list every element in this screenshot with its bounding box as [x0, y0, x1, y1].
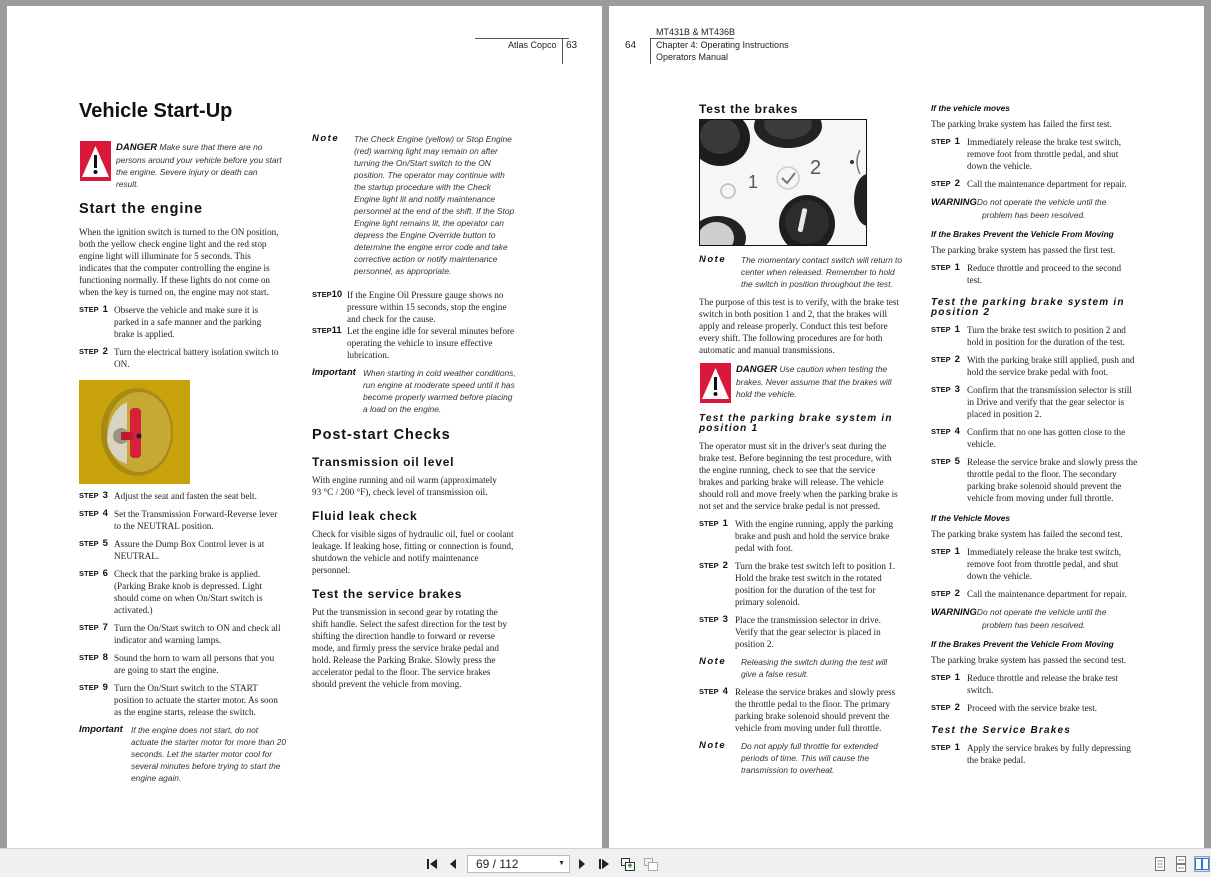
first-page-icon: [424, 856, 440, 872]
first-page-button[interactable]: [424, 856, 440, 872]
last-page-button[interactable]: [596, 856, 612, 872]
prevent2-text: The parking brake system has passed the second test.: [931, 655, 1127, 665]
section-heading: Start the engine: [79, 201, 203, 217]
prev-page-icon: [445, 856, 461, 872]
moves2-text: The parking brake system has failed the second test.: [931, 529, 1123, 539]
continuous-view-button[interactable]: [1173, 856, 1189, 872]
next-view-button[interactable]: [643, 856, 659, 872]
single-page-view-button[interactable]: [1152, 856, 1168, 872]
header-brand: Atlas Copco: [508, 40, 557, 50]
two-page-view-icon: [1195, 857, 1209, 871]
chevron-down-icon[interactable]: ▼: [558, 860, 565, 867]
minor-heading: If the Brakes Prevent the Vehicle From Moving: [931, 639, 1114, 649]
minor-heading: If the Brakes Prevent the Vehicle From Moving: [931, 229, 1114, 239]
danger-label: DANGER: [116, 142, 158, 153]
danger-icon: [700, 363, 731, 403]
section-heading: Post-start Checks: [312, 427, 451, 443]
last-page-icon: [596, 856, 612, 872]
page-title: Vehicle Start-Up: [79, 100, 233, 122]
subsection-heading: Test the Service Brakes: [931, 725, 1072, 736]
two-page-view-button[interactable]: [1194, 856, 1210, 872]
warning-callout: WARNINGDo not operate the vehicle until the problem has been resolved.: [931, 197, 1107, 220]
minor-heading: If the vehicle moves: [931, 103, 1010, 113]
moves1-text: The parking brake system has failed the first test.: [931, 119, 1112, 129]
header-manual: Operators Manual: [656, 52, 729, 62]
previous-view-icon: [620, 856, 636, 872]
fluid-leak-text: Check for visible signs of hydraulic oil, fuel or coolant leakage. If leaking hose, fitting or connection is found, shutdown the vehicle and notify maintenance personnel.: [312, 529, 514, 575]
header-divider: [562, 38, 563, 64]
header-divider: [650, 38, 651, 64]
header-chapter: Chapter 4: Operating Instructions: [656, 40, 789, 50]
continuous-view-icon: [1173, 856, 1189, 872]
section-heading: Test the brakes: [699, 102, 799, 116]
single-page-view-icon: [1152, 856, 1168, 872]
service-brakes-text: Put the transmission in second gear by rotating the shift handle. Select the safest direction for the test by shifting the direction handle to forward or reverse mode, and firmly press the service brake pedal and hold. Release the Parking Brake. Slowly press the accelerator pedal to the floor. The service brakes should prevent the vehicle from moving.: [312, 607, 507, 689]
subsection-heading: Test the parking brake system in position 2: [931, 297, 1125, 318]
test-brakes-intro: The purpose of this test is to verify, with the brake test switch in both position 1 and 2, that the brakes will apply and release properly. Conduct this test before every shift. The following procedures are for both automatic and manual transmissions.: [699, 297, 899, 355]
page-63: Atlas Copco 63 Vehicle Start-Up DANGER Make sure that there are no persons around your vehicle before you start the engine. Severe injury or death can result. Start the engine When the ignition switch is turned to the ON position, both the yellow check engine light and the red stop engine light will illuminate for 5 seconds. This indicates that the computer controlling the engine is functioning normally. If these lights do not come on when the key is turned on, the engine may not start. STEP 1 Observe the vehicle and make sure it is parked in a safe manner and the parking brake is applied. STEP 2 Turn the electrical battery isolation switch to ON. STEP 3 Adjust the seat and fasten the seat belt. STEP 4 Set the Transmission Forward-Reverse lever to the NEUTRAL position. STEP 5 Assure the Dump Box Control lever is at NEUTRAL. STEP 6 Check that the parking brake is applied. (Parking Brake knob is depressed. Light should come on when On/Start switch is activated.) STEP 7 Turn the On/Start switch to ON and check all indicator and warning lamps. STEP 8 Sound the horn to warn all persons that you are going to start the engine. STEP 9 Turn the On/Start switch to the START position to actuate the starter motor. As soon as the engine starts, release the switch. Important If the engine does not start, do not actuate the starter motor for more than 20 seconds. Let the starter motor cool for several minutes before trying to start the engine again. Note The Check Engine (yellow) or Stop Engine (red) warning light may remain on after turning the On/Start switch to the ON position. The operator may continue with the startup procedure with the Check Engine light lit and notify maintenance personnel at the end of the shift. If the Stop Engine light remains lit, the operator can depress the Engine Override button to determine the engine error code and take corrective action or notify maintenance personnel, as appropriate. STEP10 If the Engine Oil Pressure gauge shows no pressure within 15 seconds, stop the engine and check for the cause. STEP11 Let the engine idle for several minutes before operating the vehicle to insure effective lubrication. Important When starting in cold weather conditions, run engine at moderate speed until it has become properly warmed before placing a load on the engine. Post-start Checks Transmission oil level With engine running and oil warm (approximately 93 °C / 200 °F), check level of transmission oil. Fluid leak check Check for visible signs of hydraulic oil, fuel or coolant leakage. If leaking hose, fitting or connection is found, shutdown the vehicle and notify maintenance personnel. Test the service brakes Put the transmission in second gear by rotating the shift handle. Select the safest direction for the test by shifting the direction handle to forward or reverse mode, and firmly press the service brake pedal and hold. Release the Parking Brake. Slowly press the accelerator pedal to the floor. The service brakes should prevent the vehicle from moving.: [7, 6, 602, 848]
page-64: MT431B & MT436B 64 Chapter 4: Operating Instructions Operators Manual Test the brakes 1 2 Note The momentary contact switch will return to center when released. Remember to hold the switch in position throughout the test. The purpose of this test is to verify, with the brake test switch in both position 1 and 2, that the brakes will apply and release properly. Conduct this test before every shift. The following procedures are for both automatic and manual transmissions. DANGER Use caution when testing the brakes. Never assume that the brakes will hold the vehicle. Test the parking brake system in position 1 The operator must sit in the driver's seat during the brake test. Before beginning the test procedure, with the engine running, check to see that the service brakes and parking brake will release. The vehicle should roll and move freely when the parking brake is not set and the service brake pedal is not pressed. STEP 1 With the engine running, apply the parking brake and push and hold the service brake pedal with foot. STEP 2 Turn the brake test switch left to position 1. Hold the brake test switch in the rotated position for the duration of the test for primary solenoid. STEP 3 Place the transmission selector in drive. Verify that the gear selector is placed in position 2. Note Releasing the switch during the test will give a false result. STEP 4 Release the service brakes and slowly press the throttle pedal to the floor. The primary parking brake solenoid should prevent the vehicle from moving under full throttle. Note Do not apply full throttle for extended periods of time. This will cause the transmission to overheat. If the vehicle moves The parking brake system has failed the first test. STEP 1 Immediately release the brake test switch, remove foot from throttle pedal, and shut down the vehicle. STEP 2 Call the maintenance department for repair. WARNINGDo not operate the vehicle until the problem has been resolved. If the Brakes Prevent the Vehicle From Moving The parking brake system has passed the first test. STEP 1 Reduce throttle and proceed to the second test. Test the parking brake system in position 2 STEP 1 Turn the brake test switch to position 2 and hold in position for the duration of the test. STEP 2 With the parking brake still applied, push and hold the service brake pedal with foot. STEP 3 Confirm that the transmission selector is still in Drive and verify that the gear selector is placed in position 2. STEP 4 Confirm that no one has gotten close to the vehicle. STEP 5 Release the service brake and slowly press the throttle pedal to the floor. The secondary parking brake solenoid should prevent the vehicle from moving under full throttle. If the Vehicle Moves The parking brake system has failed the second test. STEP 1 Immediately release the brake test switch, remove foot from throttle pedal, and shut down the vehicle. STEP 2 Call the maintenance department for repair. WARNINGDo not operate the vehicle until the problem has been resolved. If the Brakes Prevent the Vehicle From Moving The parking brake system has passed the second test. STEP 1 Reduce throttle and release the brake test switch. STEP 2 Proceed with the service brake test. Test the Service Brakes STEP 1 Apply the service brakes by fully depressing the brake pedal.: [609, 6, 1204, 848]
header-rule: [650, 38, 734, 39]
header-rule: [475, 38, 569, 39]
danger-callout: DANGER Use caution when testing the brakes. Never assume that the brakes will hold the vehicle.: [700, 363, 930, 405]
position1-intro: The operator must sit in the driver's seat during the brake test. Before beginning the test procedure, with the engine running, check to see that the service brakes and parking brake will release. The vehicle should roll and move freely when the parking brake is not set and the service brake pedal is not pressed.: [699, 441, 898, 511]
page-number-input[interactable]: 69 / 112 ▼: [467, 855, 570, 873]
danger-callout: DANGER Make sure that there are no persons around your vehicle before you start the engine. Severe injury or death can result.: [80, 141, 310, 191]
svg-text:1: 1: [748, 172, 759, 192]
danger-icon: [80, 141, 111, 181]
subsection-heading: Transmission oil level: [312, 455, 455, 469]
page-number: 63: [566, 40, 578, 51]
previous-view-button[interactable]: [620, 856, 636, 872]
previous-page-button[interactable]: [445, 856, 461, 872]
svg-text:2: 2: [810, 157, 822, 179]
header-model: MT431B & MT436B: [656, 27, 736, 37]
subsection-heading: Test the parking brake system in position 1: [699, 413, 893, 434]
next-page-icon: [574, 856, 590, 872]
start-engine-intro: When the ignition switch is turned to the ON position, both the yellow check engine light and the red stop engine light will illuminate for 5 seconds. This indicates that the computer controlling the engine is functioning normally. If these lights do not come on when the key is turned on, the engine may not start.: [79, 227, 279, 297]
prevent1-text: The parking brake system has passed the first test.: [931, 245, 1116, 255]
navigation-toolbar: [0, 848, 1211, 877]
warning-callout: WARNINGDo not operate the vehicle until the problem has been resolved.: [931, 607, 1107, 630]
subsection-heading: Fluid leak check: [312, 509, 418, 523]
minor-heading: If the Vehicle Moves: [931, 513, 1010, 523]
page-number: 64: [625, 40, 637, 51]
brake-test-switch-photo: [699, 119, 867, 246]
transmission-text: With engine running and oil warm (approximately 93 °C / 200 °F), check level of transmission oil.: [312, 475, 497, 497]
subsection-heading: Test the service brakes: [312, 587, 463, 601]
danger-label: DANGER: [736, 364, 778, 375]
next-page-button[interactable]: [574, 856, 590, 872]
next-view-icon: [643, 856, 659, 872]
battery-isolation-switch-photo: [79, 380, 190, 484]
